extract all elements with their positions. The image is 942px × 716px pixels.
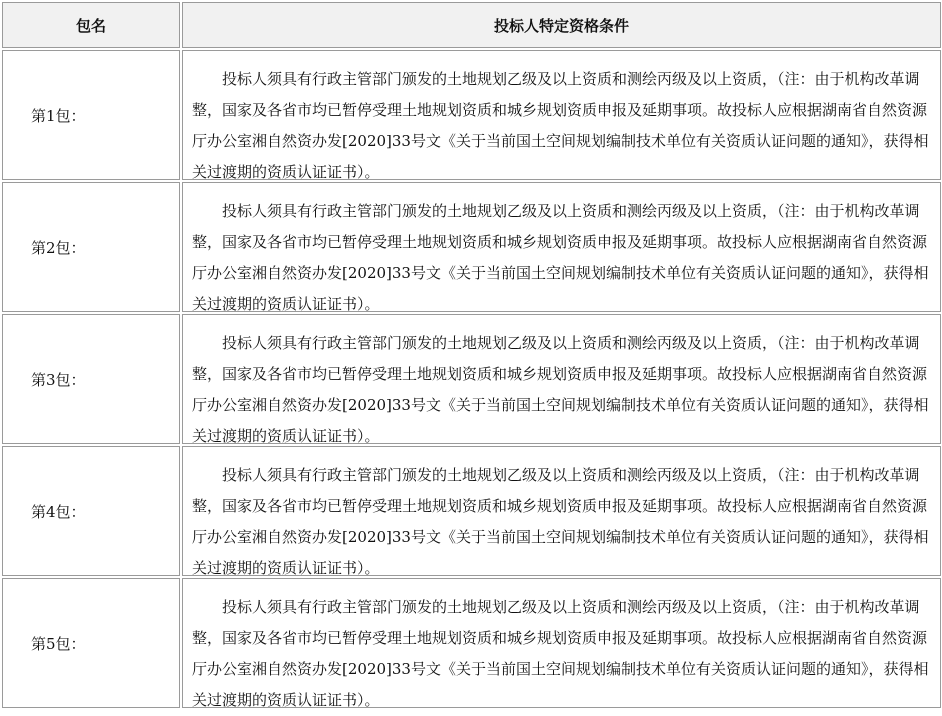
table-row [0,446,942,576]
requirement-text: 投标人须具有行政主管部门颁发的土地规划乙级及以上资质和测绘丙级及以上资质，（注：由于机构改革调整，国家及各省市均已暂停受理土地规划资质和城乡规划资质申报及延期事项。故投标人应根据湖南省自然资源厅办公室湘自然资办发[2020]33号文《关于当前国土空间规划编制技术单位有关资质认证问题的通知》，获得相关过渡期的资质认证证书）。 [182,446,941,576]
table-row [0,50,942,180]
header-package-name: 包名 [2,2,180,48]
requirement-text: 投标人须具有行政主管部门颁发的土地规划乙级及以上资质和测绘丙级及以上资质，（注：由于机构改革调整，国家及各省市均已暂停受理土地规划资质和城乡规划资质申报及延期事项。故投标人应根据湖南省自然资源厅办公室湘自然资办发[2020]33号文《关于当前国土空间规划编制技术单位有关资质认证问题的通知》，获得相关过渡期的资质认证证书）。 [182,314,941,444]
package-label: 第4包： [2,446,180,576]
package-label: 第2包： [2,182,180,312]
table-header-row [0,2,942,48]
table-row [0,314,942,444]
table-row [0,182,942,312]
table-row [0,578,942,708]
package-label: 第3包： [2,314,180,444]
requirement-text: 投标人须具有行政主管部门颁发的土地规划乙级及以上资质和测绘丙级及以上资质，（注：由于机构改革调整，国家及各省市均已暂停受理土地规划资质和城乡规划资质申报及延期事项。故投标人应根据湖南省自然资源厅办公室湘自然资办发[2020]33号文《关于当前国土空间规划编制技术单位有关资质认证问题的通知》，获得相关过渡期的资质认证证书）。 [182,182,941,312]
package-label: 第5包： [2,578,180,708]
requirement-text: 投标人须具有行政主管部门颁发的土地规划乙级及以上资质和测绘丙级及以上资质，（注：由于机构改革调整，国家及各省市均已暂停受理土地规划资质和城乡规划资质申报及延期事项。故投标人应根据湖南省自然资源厅办公室湘自然资办发[2020]33号文《关于当前国土空间规划编制技术单位有关资质认证问题的通知》，获得相关过渡期的资质认证证书）。 [182,578,941,708]
requirement-text: 投标人须具有行政主管部门颁发的土地规划乙级及以上资质和测绘丙级及以上资质，（注：由于机构改革调整，国家及各省市均已暂停受理土地规划资质和城乡规划资质申报及延期事项。故投标人应根据湖南省自然资源厅办公室湘自然资办发[2020]33号文《关于当前国土空间规划编制技术单位有关资质认证问题的通知》，获得相关过渡期的资质认证证书）。 [182,50,941,180]
package-label: 第1包： [2,50,180,180]
header-bidder-requirements: 投标人特定资格条件 [182,2,941,48]
